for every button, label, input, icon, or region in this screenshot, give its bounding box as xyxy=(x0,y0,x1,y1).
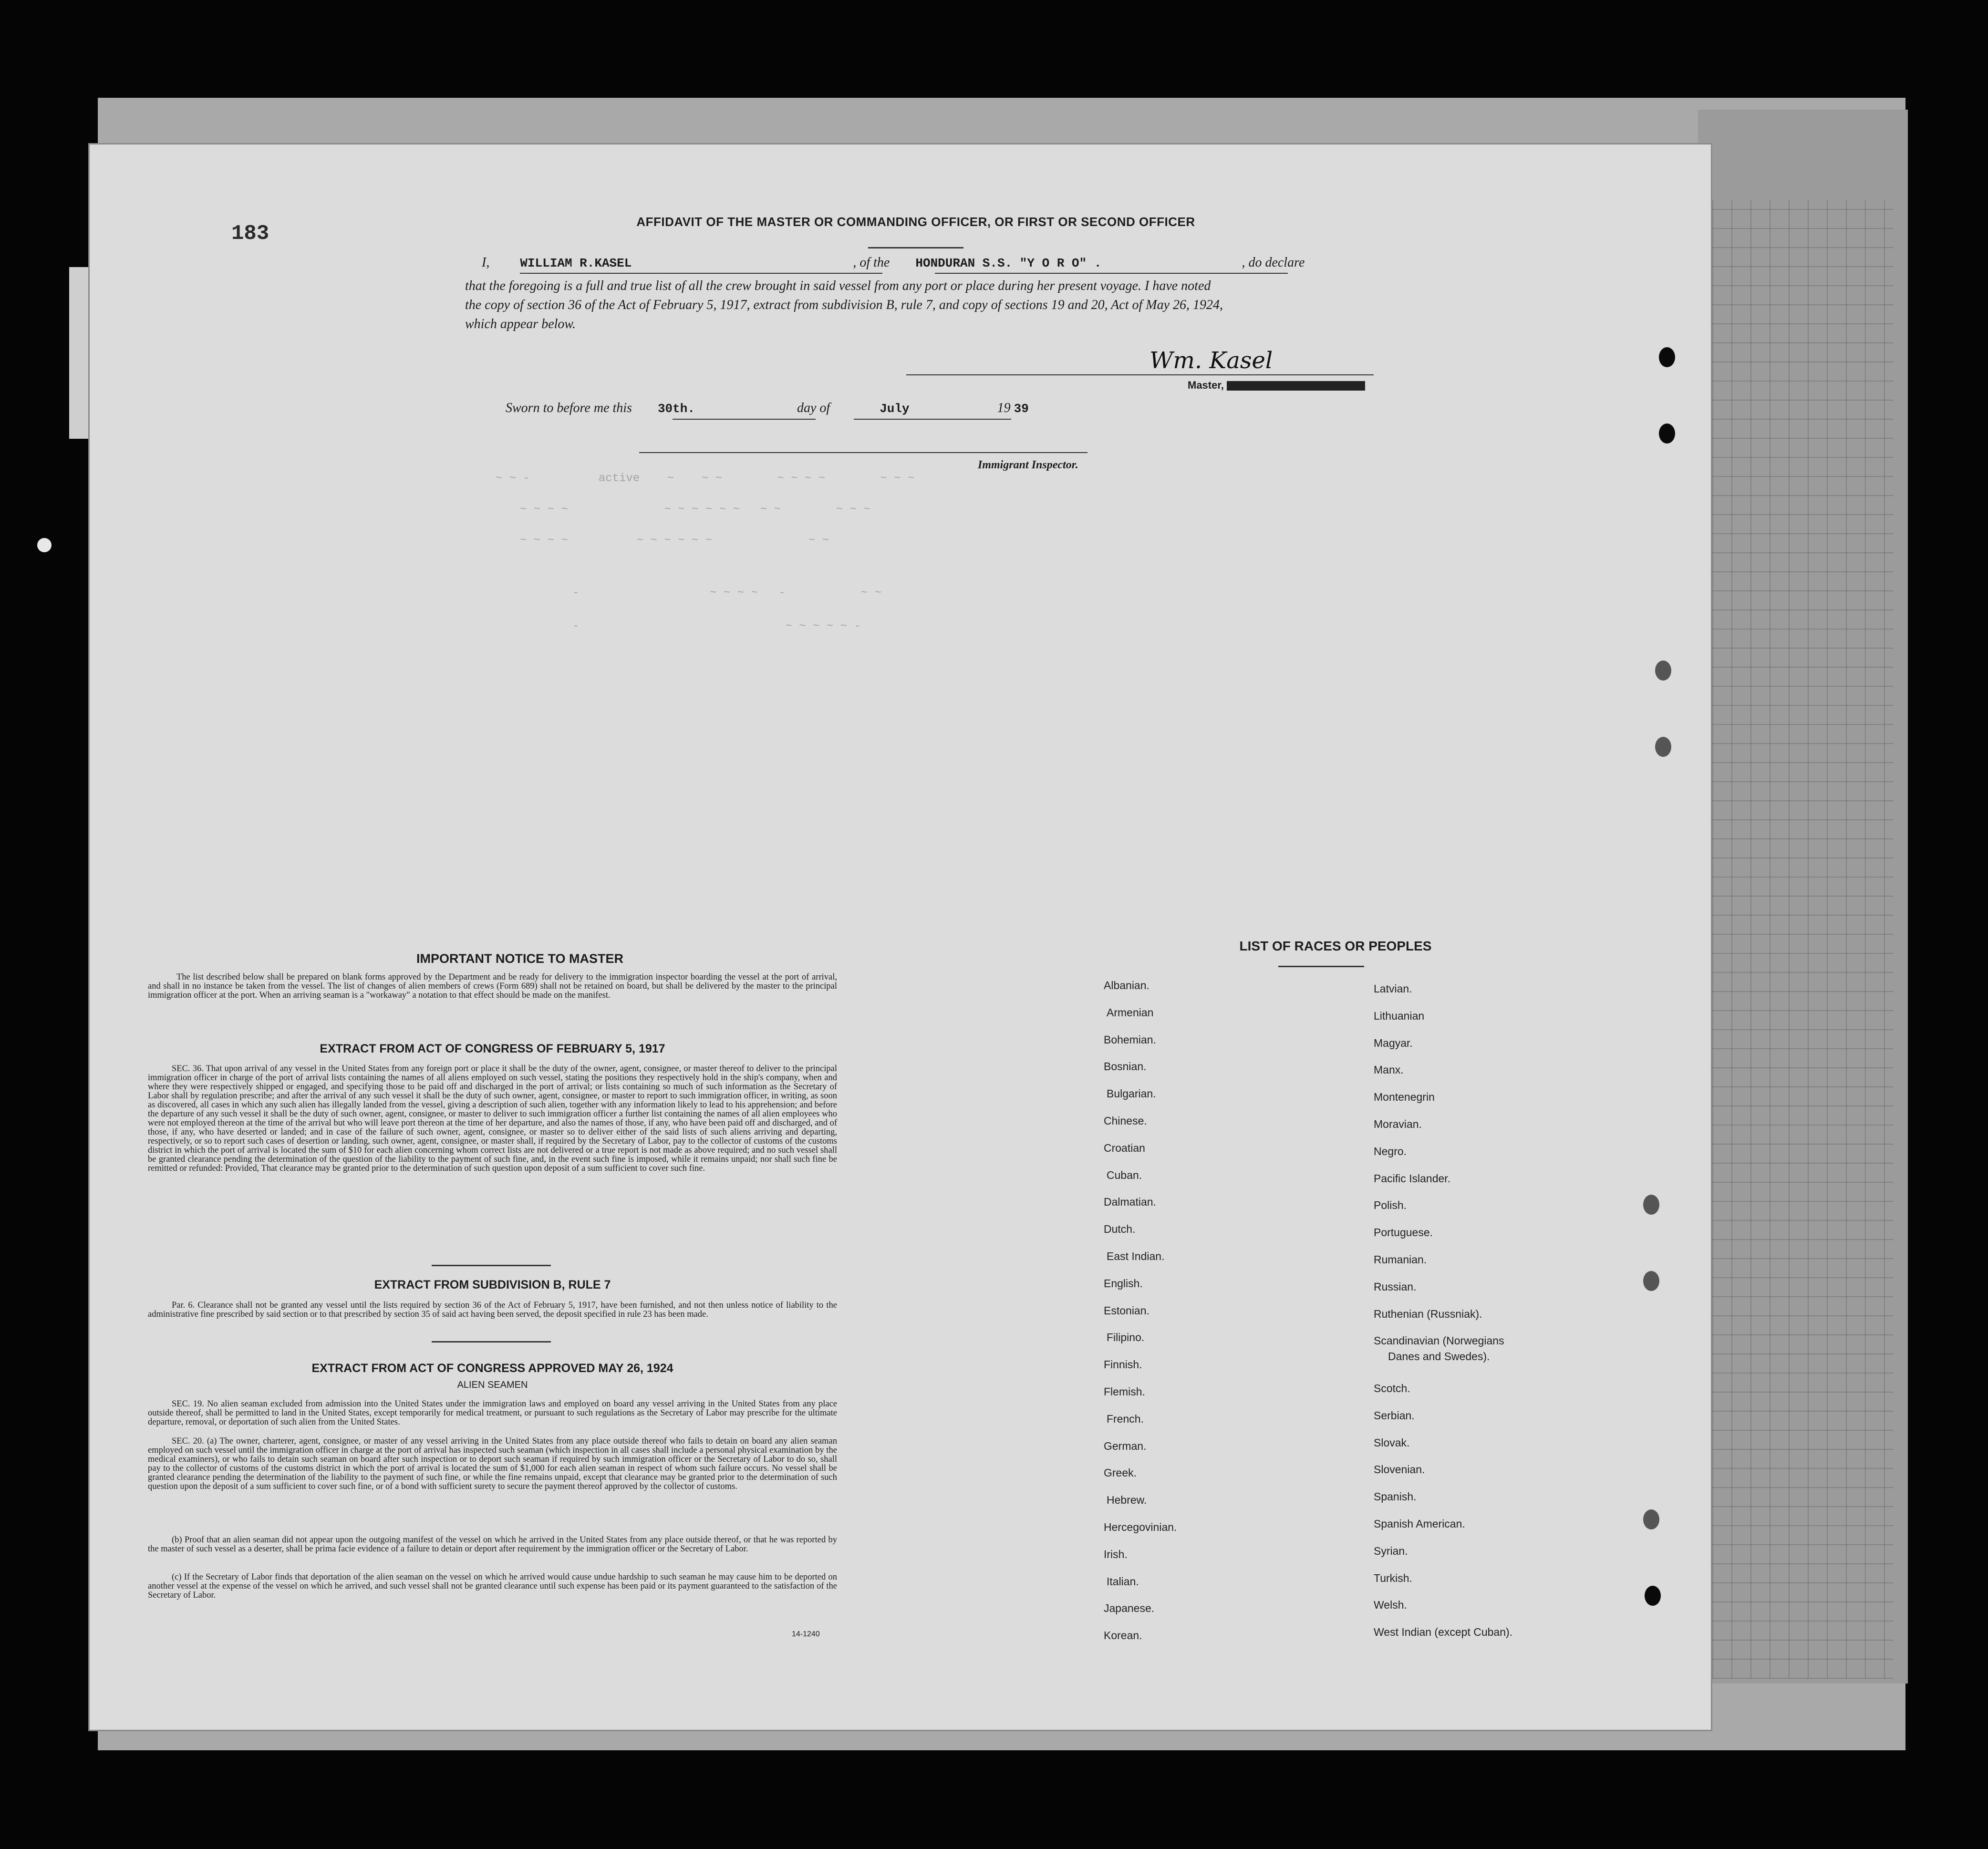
race-item-left: East Indian. xyxy=(1107,1250,1165,1262)
race-item-right: Montenegrin xyxy=(1374,1091,1435,1103)
race-item-left: Armenian xyxy=(1107,1006,1154,1019)
race-item-right: Spanish. xyxy=(1374,1490,1417,1503)
race-item-left: Japanese. xyxy=(1104,1602,1155,1614)
punch-hole xyxy=(1645,1586,1661,1606)
race-item-left: Hercegovinian. xyxy=(1104,1521,1177,1533)
sec20c-text: (c) If the Secretary of Labor finds that deportation of the alien seaman on the vessel on which he arrived would cause undue hardship to such seaman he may cause him to be deported on another vessel at the expense of the vessel on which he arrived, and such vessel shall not be granted clearance until such expense has been paid or its payment guaranteed to the satisfaction of the Secretary of Labor. xyxy=(148,1572,837,1600)
race-item-right: Pacific Islander. xyxy=(1374,1172,1451,1185)
race-item-right: Danes and Swedes). xyxy=(1388,1350,1490,1363)
race-item-right: Scandinavian (Norwegians xyxy=(1374,1334,1504,1347)
day-underline xyxy=(673,419,816,420)
race-item-right: Syrian. xyxy=(1374,1545,1408,1557)
affidavit-sheet xyxy=(88,143,1712,1731)
day-of-label: day of xyxy=(797,401,830,415)
i-label: I, xyxy=(482,255,490,270)
declaration-line xyxy=(482,255,1374,270)
race-item-right: Slovenian. xyxy=(1374,1463,1425,1476)
race-item-right: Latvian. xyxy=(1374,982,1412,995)
form-number: 14-1240 xyxy=(792,1630,820,1638)
punch-hole xyxy=(1659,347,1675,367)
sec20b-text: (b) Proof that an alien seaman did not appear upon the outgoing manifest of the vessel on which he arrived in the United States from any place outside thereof, or that he was reported by the master of such vessel as a deserter, shall be prima facie evidence of a failure to detain or deport after requirement by the immigration officer or the Secretary of Labor. xyxy=(148,1535,837,1554)
race-item-right: Negro. xyxy=(1374,1145,1407,1157)
race-item-left: Filipino. xyxy=(1107,1331,1145,1343)
race-item-left: Chinese. xyxy=(1104,1115,1147,1127)
race-item-right: Polish. xyxy=(1374,1199,1407,1211)
subdivision-title: EXTRACT FROM SUBDIVISION B, RULE 7 xyxy=(374,1278,611,1291)
race-item-right: Scotch. xyxy=(1374,1382,1410,1394)
race-item-right: Ruthenian (Russniak). xyxy=(1374,1308,1482,1320)
sworn-month: July xyxy=(880,402,910,416)
race-item-right: Magyar. xyxy=(1374,1037,1413,1049)
notice-text: The list described below shall be prepared on blank forms approved by the Department and be ready for delivery to the immigration inspector boarding the vessel at the port of arrival, and shall in no instance be taken from the vessel. The list of changes of alien members of crews (Form 689) shall not be retained on board, but shall be delivered by the master to the principal immigration officer at the port. When an arriving seaman is a "workaway" a notation to that effect should be made on the manifest. xyxy=(148,972,837,1000)
race-item-left: Italian. xyxy=(1107,1575,1139,1588)
race-item-right: Moravian. xyxy=(1374,1118,1422,1130)
sworn-label: Sworn to before me this xyxy=(506,401,632,415)
alien-seamen-subtitle: ALIEN SEAMEN xyxy=(457,1380,528,1390)
punch-hole xyxy=(1643,1271,1659,1291)
title-rule xyxy=(868,247,963,248)
race-item-right: Spanish American. xyxy=(1374,1518,1465,1530)
race-item-right: Slovak. xyxy=(1374,1436,1410,1449)
race-item-left: Irish. xyxy=(1104,1548,1128,1560)
race-item-right: Portuguese. xyxy=(1374,1226,1433,1239)
ledger-grid xyxy=(1712,200,1894,1679)
declaration-paragraph xyxy=(465,277,1371,334)
section-rule xyxy=(432,1265,551,1266)
punch-hole xyxy=(1659,424,1675,444)
race-item-right: Manx. xyxy=(1374,1064,1404,1076)
race-item-left: French. xyxy=(1107,1413,1144,1425)
year-prefix: 19 xyxy=(997,401,1011,415)
race-item-left: Korean. xyxy=(1104,1629,1142,1642)
section-rule xyxy=(432,1341,551,1343)
races-title: LIST OF RACES OR PEOPLES xyxy=(1239,939,1432,953)
stamp-number: 183 xyxy=(231,222,269,246)
race-item-left: Albanian. xyxy=(1104,979,1149,992)
race-item-left: Greek. xyxy=(1104,1467,1137,1479)
race-item-right: Lithuanian xyxy=(1374,1010,1425,1022)
races-rule xyxy=(1278,966,1364,967)
race-item-left: German. xyxy=(1104,1440,1147,1452)
race-item-left: Bohemian. xyxy=(1104,1033,1156,1046)
master-name: WILLIAM R.KASEL xyxy=(520,256,632,270)
race-item-right: West Indian (except Cuban). xyxy=(1374,1626,1513,1638)
sec19-text: SEC. 19. No alien seaman excluded from admission into the United States under the immigration laws and employed on board any vessel arriving in the United States from any place outside thereof, shall be permitted to land in the United States, except temporarily for medical treatment, or pursuant to such regulations as the Secretary of Labor may prescribe for the ultimate departure, removal, or deportation of such alien from the United States. xyxy=(148,1399,837,1427)
sworn-day: 30th. xyxy=(657,402,695,416)
signature-line xyxy=(906,374,1374,375)
master-signature: Wm. Kasel xyxy=(1149,347,1273,374)
redaction-bar xyxy=(1227,381,1365,391)
race-item-left: Dutch. xyxy=(1104,1223,1136,1235)
punch-hole xyxy=(1643,1509,1659,1529)
name-underline xyxy=(520,273,882,274)
race-item-left: Cuban. xyxy=(1107,1169,1142,1181)
extract-1917-text: SEC. 36. That upon arrival of any vessel in the United States from any foreign port or place it shall be the duty of the owner, agent, consignee, or master thereof to deliver to the principal immigration officer in charge of the port of arrival lists containing the names of all aliens employed on such vessel, stating the positions they respectively hold in the ship's company, when and where they were respectively shipped or engaged, and specifying those to be paid off and discharged in the port of arrival; or lists containing so much of such information as the Secretary of Labor shall by regulation prescribe; and after the arrival of any such vessel it shall be the duty of such owner, agent, consignee, or master to report to such immigration officer, in writing, as soon as discovered, all cases in which any such alien has illegally landed from the vessel, giving a description of such alien, together with any information likely to lead to his apprehension; and before the departure of any such vessel it shall be the duty of such owner, agent, consignee, or master to deliver to such immigration officer a further list containing the names of all alien employees who were not employed thereon at the time of the arrival but who will leave port thereon at the time of her departure, and also the names of those, if any, who have been paid off and discharged, and of those, if any, who have deserted or landed; and in case of the failure of such owner, agent, consignee, or master so to deliver either of the said lists of such aliens arriving and departing, respectively, or so to report such cases of desertion or landing, such owner, agent, consignee, or master shall, if required by the Secretary of Labor, pay to the collector of customs of the customs district in which the port of arrival is located the sum of $10 for each alien concerning whom correct lists are not delivered or a true report is not made as above required; and no such vessel shall be granted clearance pending the determination of the question of the liability to the payment of such fine, and, in the event such fine is imposed, while it remains unpaid; nor shall such fine be remitted or refunded: Provided, That clearance may be granted prior to the determination of such question upon deposit of a sum sufficient to cover such fine. xyxy=(148,1064,837,1173)
notice-title: IMPORTANT NOTICE TO MASTER xyxy=(416,951,623,966)
declaration-text-1: that the foregoing is a full and true list of all the crew brought in said vessel from any port or place during her present voyage. I have noted xyxy=(465,279,1211,293)
year-suffix: 39 xyxy=(1014,402,1029,416)
race-item-left: Finnish. xyxy=(1104,1358,1142,1371)
extract-1917-title: EXTRACT FROM ACT OF CONGRESS OF FEBRUARY 5, 1917 xyxy=(320,1042,665,1055)
master-label: Master, xyxy=(1188,379,1365,392)
race-item-left: Hebrew. xyxy=(1107,1494,1147,1506)
race-item-right: Russian. xyxy=(1374,1281,1417,1293)
inspector-signature-line xyxy=(639,452,1087,453)
vessel-underline xyxy=(935,273,1288,274)
affidavit-title: AFFIDAVIT OF THE MASTER OR COMMANDING OFFICER, OR FIRST OR SECOND OFFICER xyxy=(636,215,1195,229)
race-item-left: Dalmatian. xyxy=(1104,1196,1156,1208)
declaration-text-3: which appear below. xyxy=(465,317,576,331)
inspector-label: Immigrant Inspector. xyxy=(978,459,1078,471)
declaration-text-2: the copy of section 36 of the Act of February 5, 1917, extract from subdivision B, rule 7, and copy of sections 19 and 20, Act of May 26, 1924, xyxy=(465,298,1223,312)
race-item-right: Rumanian. xyxy=(1374,1253,1427,1266)
month-underline xyxy=(854,419,1011,420)
punch-hole xyxy=(1655,661,1671,681)
of-the-label: , of the xyxy=(853,255,890,270)
sec20a-text: SEC. 20. (a) The owner, charterer, agent, consignee, or master of any vessel arriving in the United States from any place outside thereof who fails to detain on board any alien seaman employed on such vessel until the immigration officer in charge at the port of arrival has inspected such seaman (which inspection in all cases shall include a personal physical examination by the medical examiners), or who fails to detain such seaman on board after such inspection or to deport such seaman if required by such immigration officer or the Secretary of Labor to do so, shall pay to the collector of customs of the customs district in which the port of arrival is located the sum of $1,000 for each alien seaman in respect of whom such failure occurs. No vessel shall be granted clearance pending the determination of the liability to the payment of such fine, or while the fine remains unpaid, except that clearance may be granted prior to the determination of such question upon the deposit of a sum sufficient to cover such fine, or of a bond with sufficient surety to secure the payment thereof approved by the collector of customs. xyxy=(148,1436,837,1491)
do-declare-label: , do declare xyxy=(1242,255,1305,270)
race-item-left: Bulgarian. xyxy=(1107,1087,1156,1100)
race-item-left: English. xyxy=(1104,1277,1143,1290)
paper-mark xyxy=(37,538,52,552)
race-item-right: Turkish. xyxy=(1374,1572,1412,1584)
race-item-left: Estonian. xyxy=(1104,1304,1149,1317)
race-item-left: Croatian xyxy=(1104,1142,1145,1154)
punch-hole xyxy=(1655,737,1671,757)
extract-1924-title: EXTRACT FROM ACT OF CONGRESS APPROVED MAY 26, 1924 xyxy=(311,1362,673,1375)
race-item-left: Flemish. xyxy=(1104,1385,1145,1398)
sworn-line xyxy=(506,401,1126,416)
subdivision-text: Par. 6. Clearance shall not be granted any vessel until the lists required by section 36 of the Act of February 5, 1917, have been furnished, and not then unless notice of liability to the administrative fine prescribed by said section or to that prescribed by section 35 of said act having been served, the deposit specified in rule 23 has been made. xyxy=(148,1301,837,1319)
race-item-right: Serbian. xyxy=(1374,1409,1415,1422)
vessel-name: HONDURAN S.S. "Y O R O" . xyxy=(915,256,1102,270)
race-item-right: Welsh. xyxy=(1374,1599,1407,1611)
race-item-left: Bosnian. xyxy=(1104,1060,1147,1073)
punch-hole xyxy=(1643,1195,1659,1215)
